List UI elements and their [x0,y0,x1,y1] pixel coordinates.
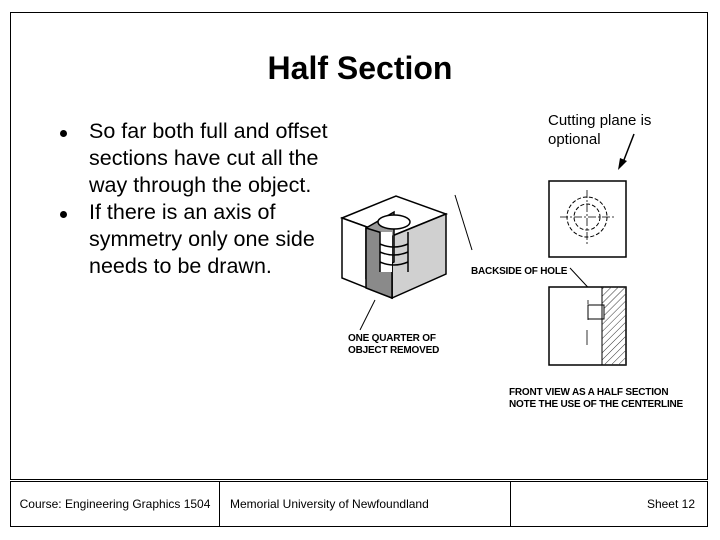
footer-university [219,481,511,527]
top-view [549,181,626,257]
bullet-text: So far both full and offset sections have cut all the way through the object. [89,119,328,197]
footer-course-text: Course: Engineering Graphics 1504 [19,497,211,511]
front-view-label [509,387,683,411]
footer-course [10,481,220,527]
backside-label: BACKSIDE OF HOLE [471,266,568,277]
bullet-text: If there is an axis of symmetry only one side needs to be drawn. [89,200,315,278]
front-label-line1: FRONT VIEW AS A HALF SECTION [509,387,669,398]
cutting-plane-text: Cutting plane is optional [548,112,652,148]
front-label-line2: NOTE THE USE OF THE CENTERLINE [509,399,684,410]
footer [10,481,708,527]
footer-sheet-text: Sheet 12 [646,497,695,511]
front-view [549,287,626,365]
quarter-label-line1: ONE QUARTER OF [348,333,436,344]
isometric-block [342,196,446,298]
footer-university-text: Memorial University of Newfoundland [230,497,429,511]
footer-sheet [510,481,708,527]
leader-line [360,300,375,330]
leader-line [455,195,472,250]
quarter-removed-label [348,333,439,357]
slide-title: Half Section [267,50,453,86]
quarter-label-line2: OBJECT REMOVED [348,345,440,356]
